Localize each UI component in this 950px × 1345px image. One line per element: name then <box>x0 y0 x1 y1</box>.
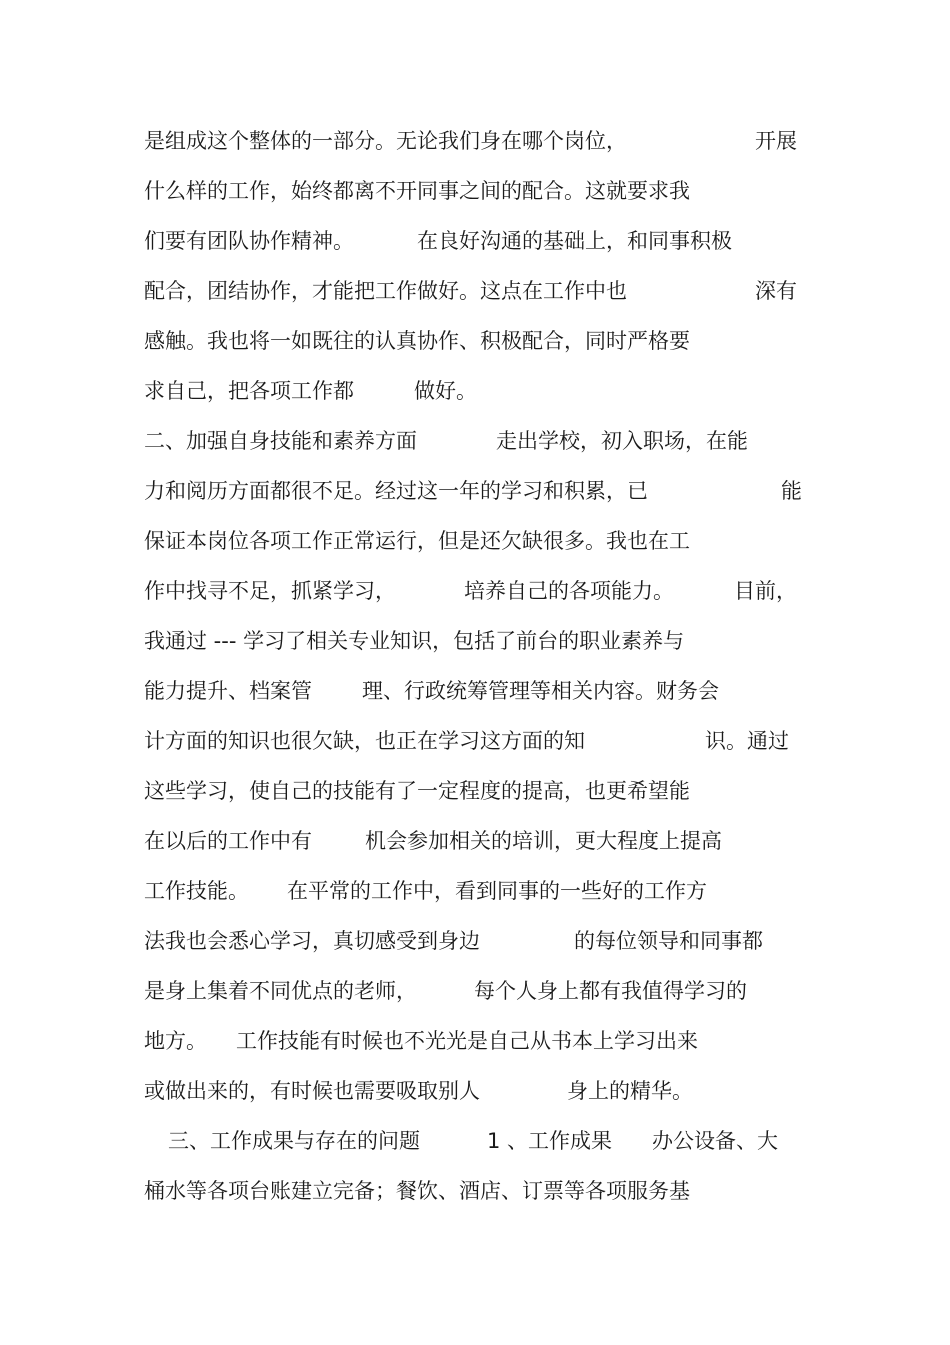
text-segment: 在良好沟通的基础上，和同事积极 <box>417 229 732 253</box>
text-segment: 能 <box>781 479 802 503</box>
text-segment: 计方面的知识也很欠缺，也正在学习这方面的知 <box>144 729 585 753</box>
text-segment: 身上的精华。 <box>567 1079 693 1103</box>
text-segment: 识。通过 <box>705 729 789 753</box>
text-segment: 培养自己的各项能力。 <box>464 579 674 603</box>
text-segment: 我通过 --- 学习了相关专业知识，包括了前台的职业素养与 <box>144 629 685 653</box>
text-segment: 求自己，把各项工作都 <box>144 379 354 403</box>
text-segment: 这些学习，使自己的技能有了一定程度的提高，也更希望能 <box>144 779 690 803</box>
text-segment: 理、行政统筹管理等相关内容。财务会 <box>362 679 719 703</box>
text-segment: 配合，团结协作，才能把工作做好。这点在工作中也 <box>144 279 627 303</box>
text-segment: 能力提升、档案管 <box>144 679 312 703</box>
text-segment: 力和阅历方面都很不足。经过这一年的学习和积累，已 <box>144 479 648 503</box>
text-segment: 在以后的工作中有 <box>144 829 312 853</box>
text-segment: 三、工作成果与存在的问题 <box>168 1129 420 1153</box>
text-segment: 们要有团队协作精神。 <box>144 229 354 253</box>
text-segment: 每个人身上都有我值得学习的 <box>474 979 747 1003</box>
text-segment: 工作技能。 <box>144 879 249 903</box>
text-segment: 工作技能有时候也不光光是自己从书本上学习出来 <box>236 1029 698 1053</box>
text-segment: 目前， <box>734 579 797 603</box>
text-segment: 开展 <box>755 129 797 153</box>
text-segment: 什么样的工作，始终都离不开同事之间的配合。这就要求我 <box>144 179 690 203</box>
text-segment: 或做出来的，有时候也需要吸取别人 <box>144 1079 480 1103</box>
text-segment: 做好。 <box>414 379 477 403</box>
text-segment: 是组成这个整体的一部分。无论我们身在哪个岗位， <box>144 129 627 153</box>
text-segment: 1 、工作成果 <box>487 1129 613 1153</box>
text-segment: 地方。 <box>144 1029 207 1053</box>
text-segment: 深有 <box>755 279 797 303</box>
text-segment: 二、加强自身技能和素养方面 <box>144 429 417 453</box>
text-segment: 桶水等各项台账建立完备；餐饮、酒店、订票等各项服务基 <box>144 1179 690 1203</box>
text-segment: 机会参加相关的培训，更大程度上提高 <box>365 829 722 853</box>
text-segment: 的每位领导和同事都 <box>574 929 763 953</box>
text-segment: 办公设备、大 <box>652 1129 778 1153</box>
text-segment: 法我也会悉心学习，真切感受到身边 <box>144 929 480 953</box>
text-segment: 是身上集着不同优点的老师， <box>144 979 417 1003</box>
text-segment: 在平常的工作中，看到同事的一些好的工作方 <box>287 879 707 903</box>
text-segment: 走出学校，初入职场，在能 <box>496 429 748 453</box>
text-segment: 保证本岗位各项工作正常运行，但是还欠缺很多。我也在工 <box>144 529 690 553</box>
text-segment: 感触。我也将一如既往的认真协作、积极配合，同时严格要 <box>144 329 690 353</box>
text-segment: 作中找寻不足，抓紧学习， <box>144 579 396 603</box>
